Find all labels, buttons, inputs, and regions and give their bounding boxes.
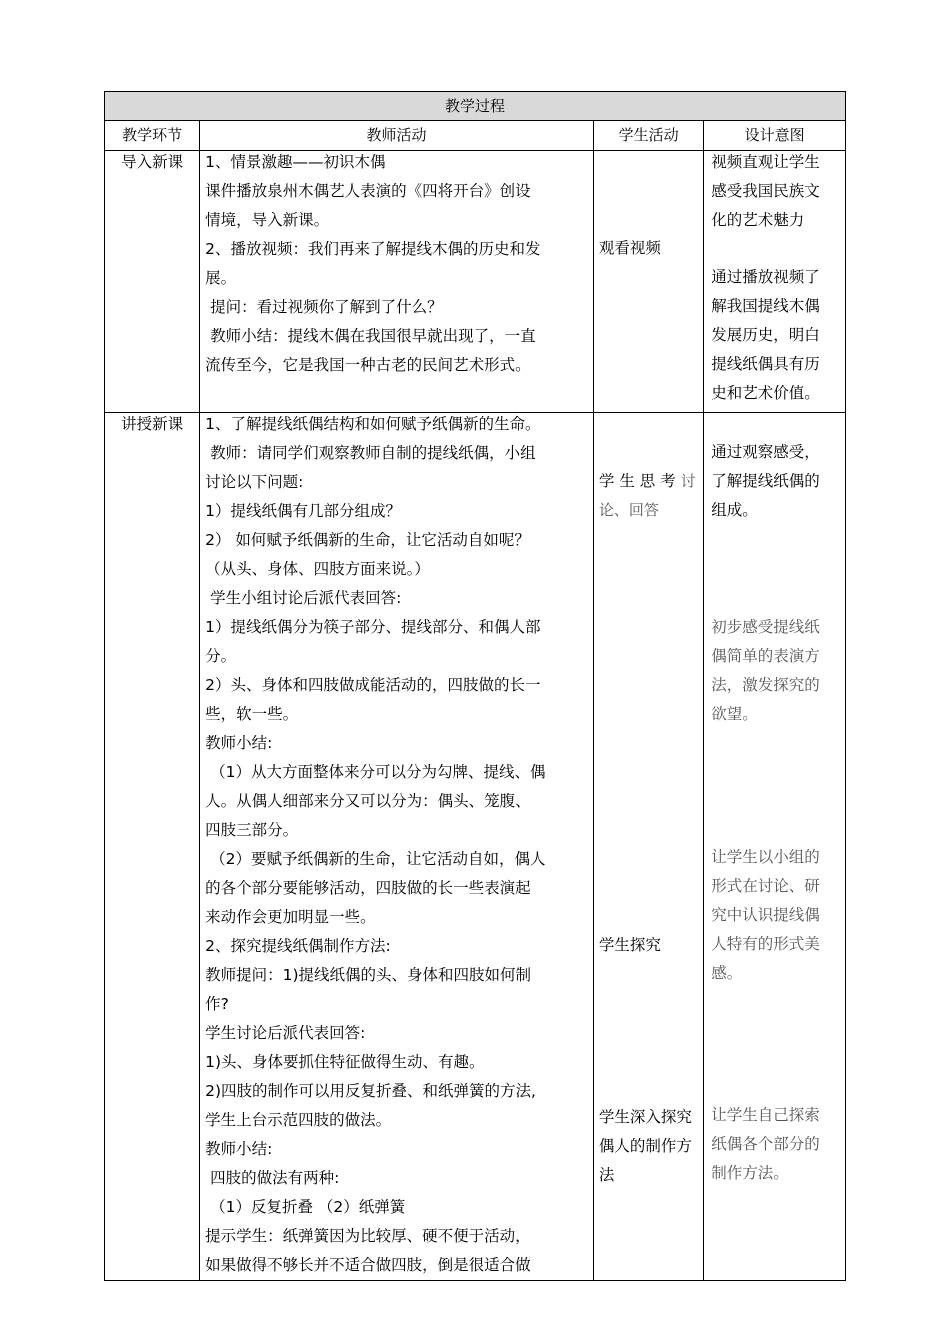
design-line: 视频直观让学生 [711,153,820,171]
teacher-line: 2)四肢的制作可以用反复折叠、和纸弹簧的方法, [205,1082,536,1100]
teacher-line: 四肢的做法有两种: [210,1169,340,1187]
teacher-line: （1）反复折叠 （2）纸弹簧 [210,1198,406,1216]
table-row [105,413,846,1281]
stage-cell [105,413,200,1281]
teacher-line: 人。从偶人细部来分又可以分为：偶头、笼腹、 [205,792,531,810]
design-line: 提线纸偶具有历 [711,355,820,373]
header-student-activity: 学生活动 [593,121,703,151]
table-title: 教学过程 [105,92,846,121]
design-line: 让学生自己探索 [711,1106,820,1124]
table-row [105,151,846,413]
teacher-activity-cell [200,413,594,1281]
design-line: 纸偶各个部分的 [711,1135,820,1153]
design-line: 通过观察感受， [711,443,820,461]
teacher-line: 四肢三部分。 [205,821,299,839]
student-activity-text: 学 生 思 考 [598,472,681,490]
teacher-line: 提问：看过视频你了解到了什么？ [210,298,443,316]
teacher-line: 1)头、身体要抓住特征做得生动、有趣。 [205,1053,485,1071]
teacher-line: 2、探究提线纸偶制作方法: [205,937,391,955]
student-activity-cell [593,413,703,1281]
student-activity-text: 偶人的制作方 [598,1137,692,1155]
design-intent-block [704,613,845,729]
teacher-line: 提示学生：纸弹簧因为比较厚、硬不便于活动， [205,1227,531,1245]
stage-cell [105,151,200,413]
design-line: 发展历史，明白 [711,326,820,344]
design-intent-cell [704,413,846,1281]
teacher-line: 的各个部分要能够活动，四肢做的长一些表演起 [205,879,531,897]
design-line: 组成。 [711,501,758,519]
student-activity: 学生探究 [598,936,661,954]
design-line: 让学生以小组的 [711,848,820,866]
teacher-line: 课件播放泉州木偶艺人表演的《四将开台》创设 [205,182,531,200]
student-activity: 观看视频 [598,239,661,257]
teacher-line: 教师：请同学们观察教师自制的提线纸偶，小组 [210,444,536,462]
student-activity-cell [593,151,703,413]
design-line: 解我国提线木偶 [711,297,820,315]
teacher-line: 来动作会更加明显一些。 [205,908,376,926]
student-activity-text: 讨 [680,472,696,490]
student-activity-text: 学生深入探究 [598,1108,692,1126]
design-line: 初步感受提线纸 [711,618,820,636]
design-intent-block [704,1101,845,1188]
design-line: 感。 [711,964,743,982]
teacher-activity-cell [200,151,594,413]
teacher-line: 2、播放视频：我们再来了解提线木偶的历史和发 [205,240,541,258]
design-line: 欲望。 [711,705,758,723]
design-line: 人特有的形式美 [711,935,820,953]
design-line: 化的艺术魅力 [711,211,805,229]
student-activity-text: 法 [598,1166,615,1184]
teacher-line: 2）头、身体和四肢做成能活动的，四肢做的长一 [205,676,541,694]
student-activity [594,1103,703,1190]
header-stage: 教学环节 [105,121,200,151]
design-line: 法，激发探究的 [711,676,820,694]
header-design-intent: 设计意图 [704,121,846,151]
design-line: 通过播放视频了 [711,268,820,286]
teacher-line: 如果做得不够长并不适合做四肢，倒是很适合做 [205,1256,531,1274]
header-teacher-activity: 教师活动 [200,121,594,151]
design-intent-block [704,148,845,235]
teacher-line: 教师提问：1)提线纸偶的头、身体和四肢如何制 [205,966,532,984]
teacher-line: 讨论以下问题: [205,473,304,491]
teacher-line: （2）要赋予纸偶新的生命，让它活动自如，偶人 [210,850,546,868]
design-line: 史和艺术价值。 [711,384,820,402]
student-activity [594,467,703,525]
stage-label: 讲授新课 [121,415,184,433]
teacher-line: 展。 [205,269,237,287]
teacher-line: 1）提线纸偶分为筷子部分、提线部分、和偶人部 [205,618,541,636]
stage-label: 导入新课 [121,153,184,171]
teacher-line: 流传至今，它是我国一种古老的民间艺术形式。 [205,356,531,374]
teacher-line: 学生讨论后派代表回答: [205,1024,366,1042]
teacher-line: 学生小组讨论后派代表回答: [210,589,402,607]
teacher-line: （从头、身体、四肢方面来说。） [205,560,430,578]
design-intent-block [704,263,845,408]
teacher-line: （1）从大方面整体来分可以分为勾牌、提线、偶 [210,763,546,781]
teacher-line: 作? [205,995,229,1013]
design-line: 究中认识提线偶 [711,906,820,924]
teacher-line: 情境，导入新课。 [205,211,330,229]
teacher-line: 2） 如何赋予纸偶新的生命，让它活动自如呢？ [205,531,530,549]
design-line: 了解提线纸偶的 [711,472,820,490]
teacher-line: 教师小结: [205,1140,273,1158]
design-line: 形式在讨论、研 [711,877,820,895]
teacher-line: 学生上台示范四肢的做法。 [205,1111,392,1129]
teacher-line: 教师小结: [205,734,273,752]
teacher-line: 些，软一些。 [205,705,299,723]
design-intent-cell [704,151,846,413]
teaching-process-table [104,91,846,1281]
teacher-line: 1、情景激趣——初识木偶 [205,153,386,171]
teacher-line: 教师小结：提线木偶在我国很早就出现了，一直 [210,327,536,345]
design-line: 偶简单的表演方 [711,647,820,665]
design-intent-block [704,843,845,988]
design-line: 感受我国民族文 [711,182,820,200]
student-activity-text: 论、回答 [598,501,659,519]
teacher-line: 分。 [205,647,237,665]
design-intent-block [704,438,845,525]
teacher-line: 1）提线纸偶有几部分组成？ [205,502,402,520]
teacher-line: 1、了解提线纸偶结构和如何赋予纸偶新的生命。 [205,415,541,433]
design-line: 制作方法。 [711,1164,789,1182]
